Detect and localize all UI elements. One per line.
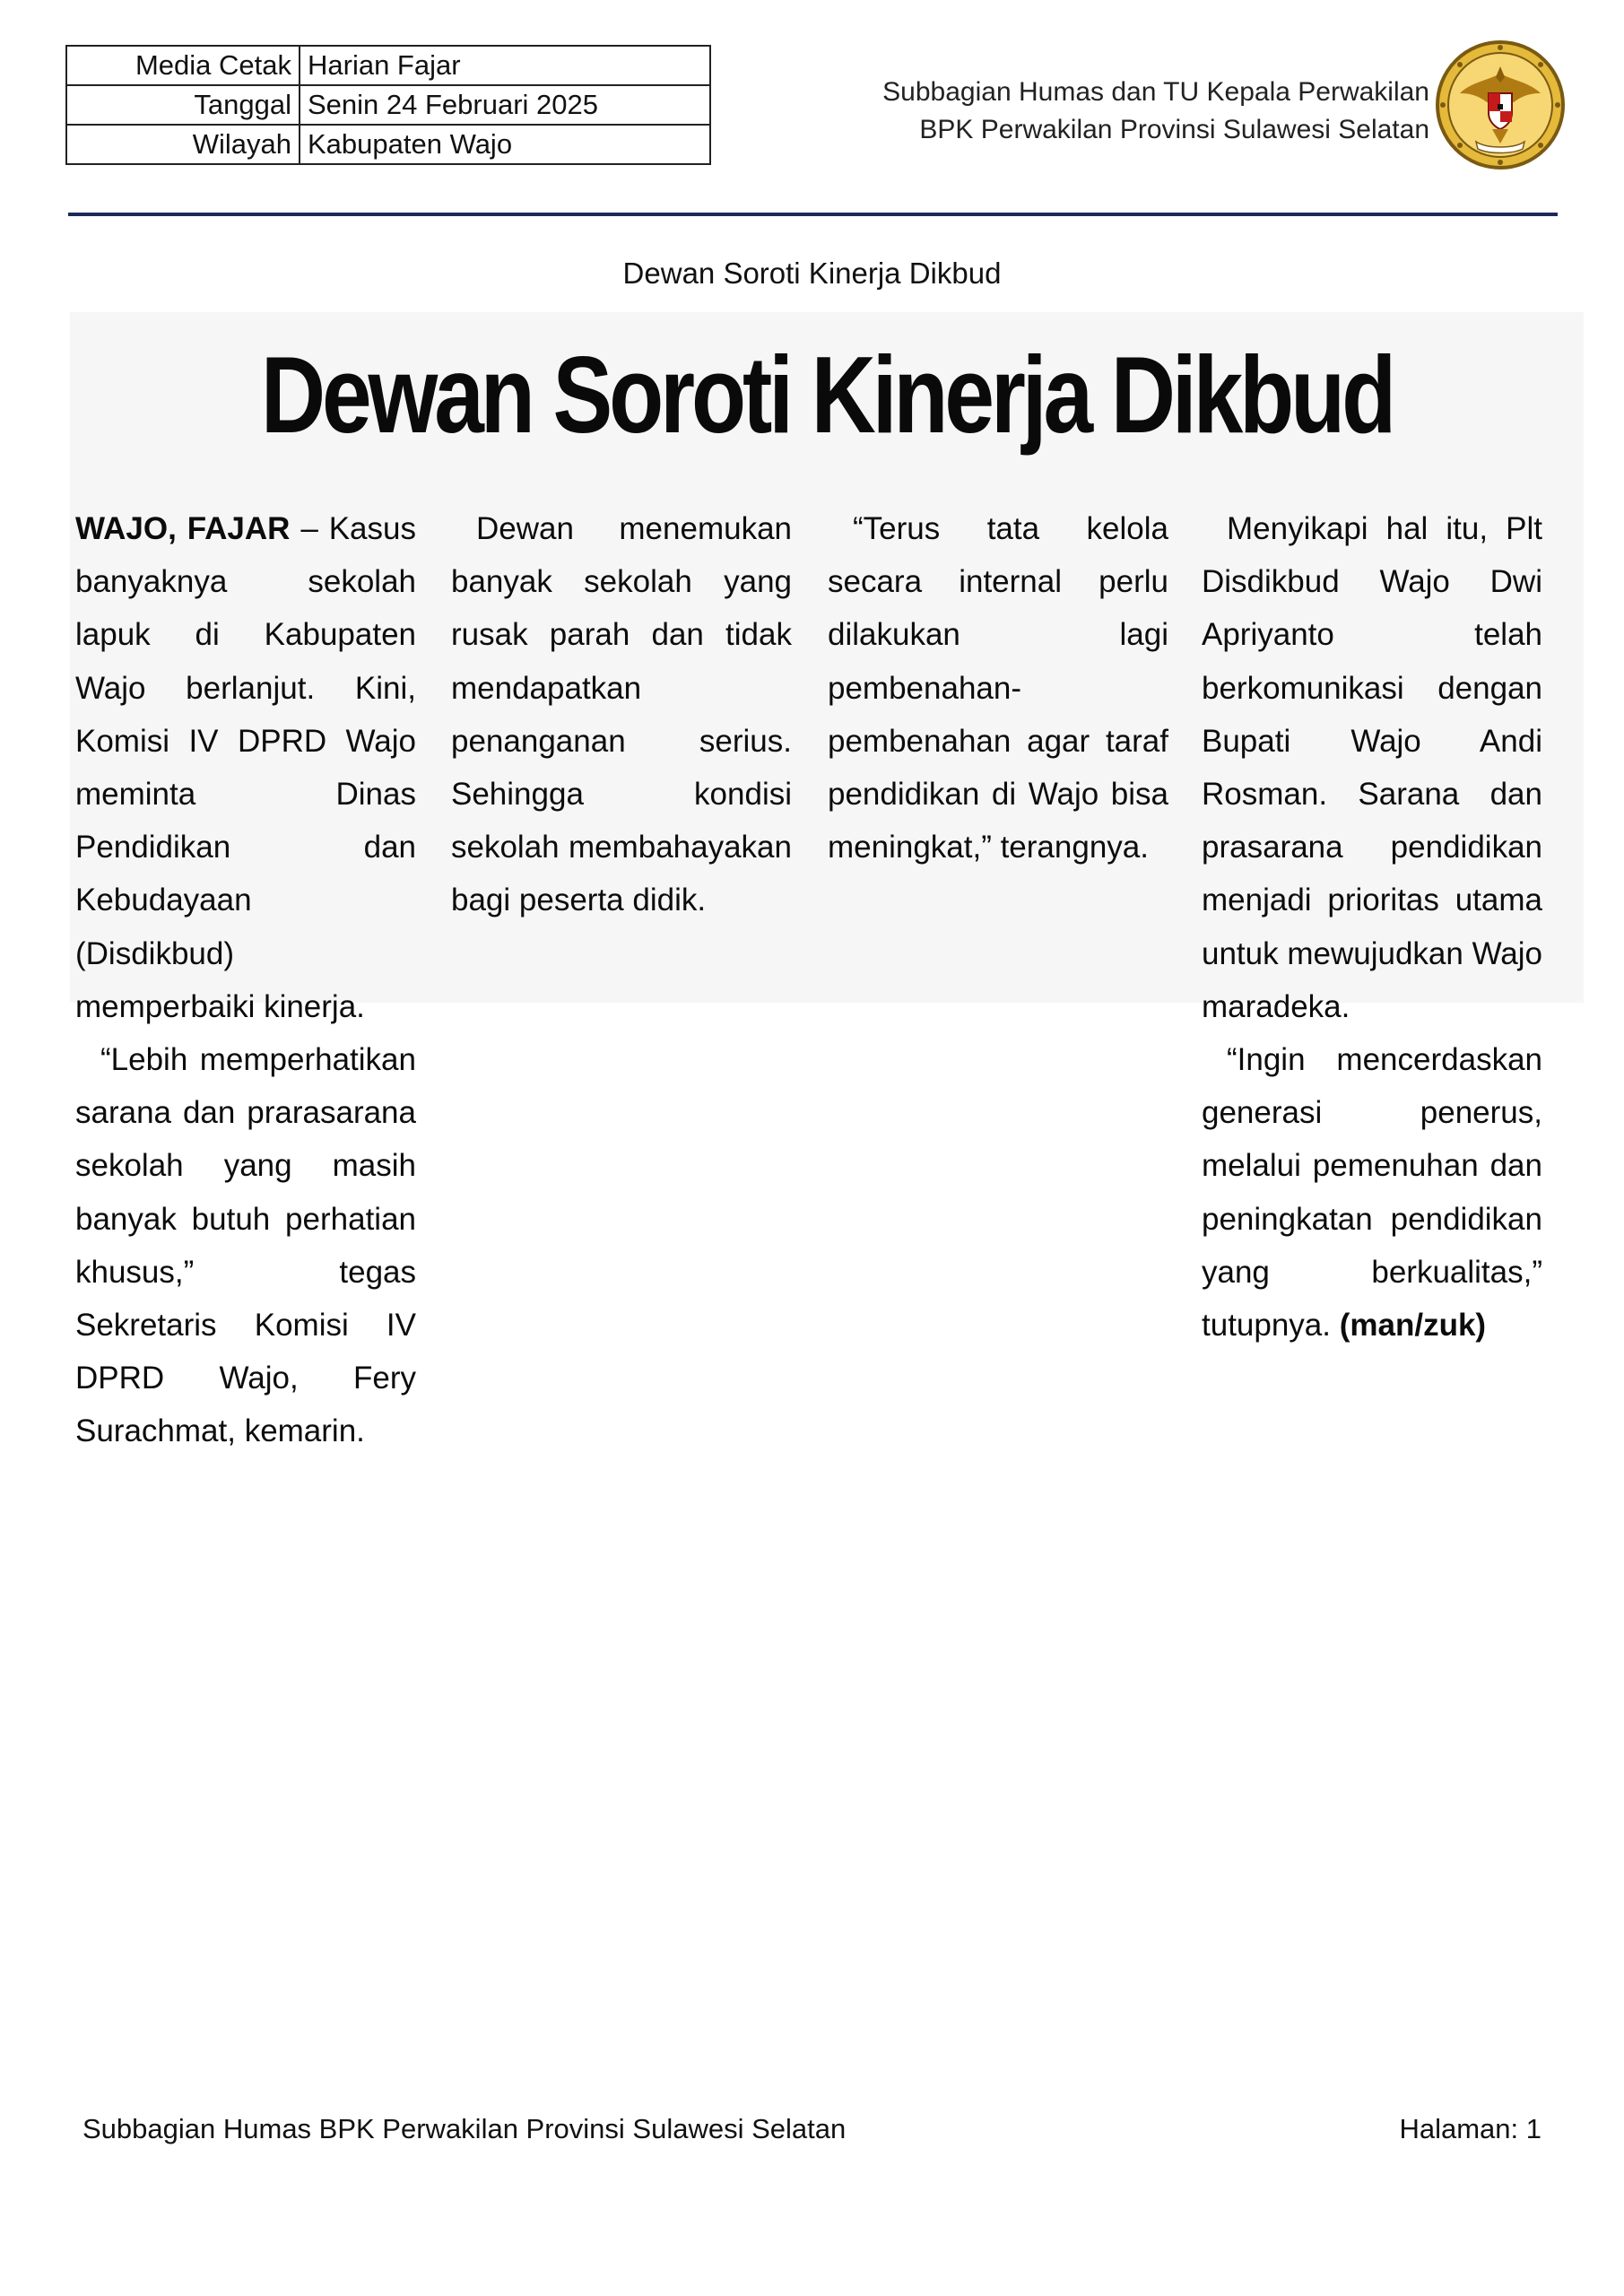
article-paragraph-1: – Kasus banyaknya sekolah lapuk di Kabupaten Wajo berlanjut. Kini, Komisi IV DPRD Wajo meminta Dinas Pendidikan dan Kebudayaan (Disdikbud) memperbaiki kinerja. [75, 511, 416, 1024]
newspaper-clipping [70, 312, 1584, 1449]
article-paragraph-2: “Lebih memperhatikan sarana dan prarasarana sekolah yang masih banyak butuh perhatian khusus,” tegas Sekretaris Komisi IV DPRD Wajo, Fery Surachmat, kemarin. [75, 1042, 416, 1449]
article-column-2 [451, 502, 792, 927]
footer-organization: Subbagian Humas BPK Perwakilan Provinsi Sulawesi Selatan [83, 2113, 847, 2144]
organization-line-2: BPK Perwakilan Provinsi Sulawesi Selatan [919, 115, 1429, 144]
media-value: Harian Fajar [300, 46, 710, 85]
media-info-table [65, 45, 711, 165]
article-column-4 [1202, 502, 1542, 1352]
article-signature: (man/zuk) [1339, 1308, 1487, 1344]
article-paragraph-3: Dewan menemukan banyak sekolah yang rusak parah dan tidak mendapatkan penanganan serius. Sehingga kondisi sekolah membahayakan bagi peserta didik. [451, 511, 792, 918]
organization-line-1: Subbagian Humas dan TU Kepala Perwakilan [882, 77, 1429, 107]
media-label: Media Cetak [66, 46, 300, 85]
article-paragraph-5: Menyikapi hal itu, Plt Disdikbud Wajo Dwi Apriyanto telah berkomunikasi dengan Bupati Wajo Andi Rosman. Sarana dan prasarana pendidikan menjadi prioritas utama untuk mewujudkan Wajo maradeka. [1202, 511, 1543, 1024]
article-paragraph-6: “Ingin mencerdaskan generasi penerus, melalui pemenuhan dan peningkatan pendidikan yang berkualitas,” tutupnya. [1202, 1042, 1542, 1344]
article-column-1 [75, 502, 416, 1458]
media-info-row [66, 46, 710, 85]
header-divider [68, 213, 1558, 216]
document-title: Dewan Soroti Kinerja Dikbud [622, 257, 1002, 290]
bpk-emblem-logo [1433, 38, 1568, 172]
date-label: Tanggal [66, 85, 300, 125]
organization-heading [882, 74, 1429, 149]
date-value: Senin 24 Februari 2025 [300, 85, 710, 125]
region-value: Kabupaten Wajo [300, 125, 710, 164]
region-label: Wilayah [66, 125, 300, 164]
article-paragraph-4: “Terus tata kelola secara internal perlu dilakukan lagi pembenahan-pembenahan agar taraf pendidikan di Wajo bisa meningkat,” terangnya. [828, 511, 1168, 865]
article-dateline: WAJO, FAJAR [75, 511, 291, 546]
media-info-row [66, 125, 710, 164]
article-column-3 [828, 502, 1168, 874]
article-headline: Dewan Soroti Kinerja Dikbud [260, 334, 1394, 456]
page-number: Halaman: 1 [1399, 2113, 1541, 2144]
media-info-row [66, 85, 710, 125]
